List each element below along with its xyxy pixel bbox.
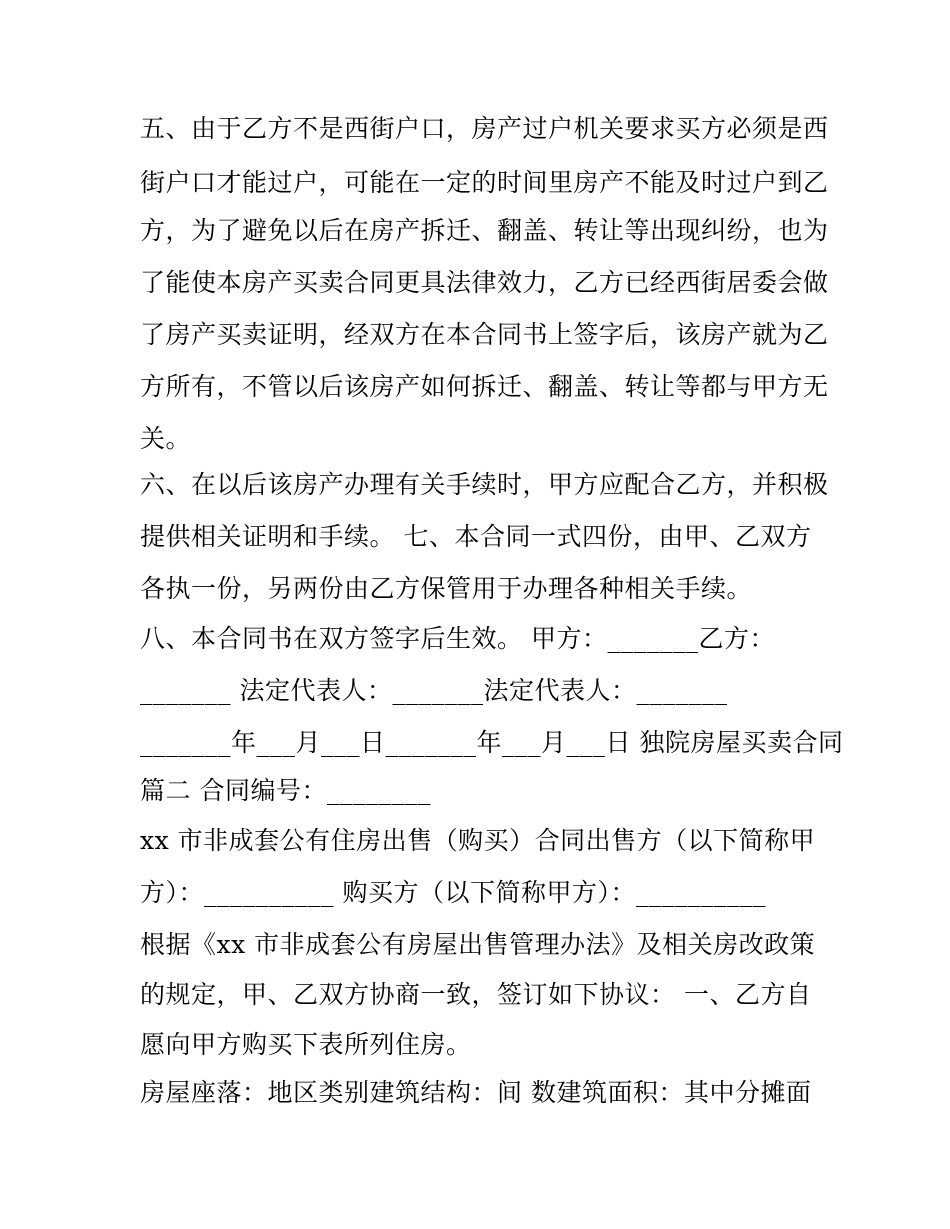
text-line-7: 关。	[140, 424, 192, 453]
text-line-5: 了房产买卖证明，经双方在本合同书上签字后，该房产就为乙	[140, 320, 829, 349]
text-line-10: 各执一份，另两份由乙方保管用于办理各种相关手续。	[140, 574, 753, 603]
text-line-13: _______年___月___日_______年___月___日 独院房屋买卖合同	[140, 728, 844, 757]
text-line-6: 方所有，不管以后该房产如何拆迁、翻盖、转让等都与甲方无	[140, 372, 829, 401]
text-line-9: 提供相关证明和手续。 七、本合同一式四份，由甲、乙双方	[140, 522, 812, 551]
text-line-11: 八、本合同书在双方签字后生效。 甲方：_______乙方：	[140, 624, 775, 653]
text-line-1: 五、由于乙方不是西街户口，房产过户机关要求买方必须是西	[140, 114, 829, 143]
text-line-20: 房屋座落：地区类别建筑结构：间 数建筑面积：其中分摊面	[140, 1078, 812, 1107]
text-line-8: 六、在以后该房产办理有关手续时，甲方应配合乙方，并积极	[140, 470, 829, 499]
text-line-18: 的规定，甲、乙双方协商一致，签订如下协议： 一、乙方自	[140, 980, 812, 1009]
text-line-15: xx 市非成套公有住房出售（购买）合同出售方（以下简称甲	[140, 826, 816, 855]
text-line-19: 愿向甲方购买下表所列住房。	[140, 1030, 472, 1059]
text-line-4: 了能使本房产买卖合同更具法律效力，乙方已经西街居委会做	[140, 268, 829, 297]
text-line-3: 方，为了避免以后在房产拆迁、翻盖、转让等出现纠纷，也为	[140, 216, 829, 245]
text-line-14: 篇二 合同编号：________	[140, 776, 431, 805]
text-line-2: 街户口才能过户，可能在一定的时间里房产不能及时过户到乙	[140, 168, 829, 197]
text-line-17: 根据《xx 市非成套公有房屋出售管理办法》及相关房改政策	[140, 930, 816, 959]
text-line-12: _______ 法定代表人：_______法定代表人：_______	[140, 676, 728, 705]
text-line-16: 方）：__________ 购买方（以下简称甲方）：__________	[140, 878, 766, 907]
